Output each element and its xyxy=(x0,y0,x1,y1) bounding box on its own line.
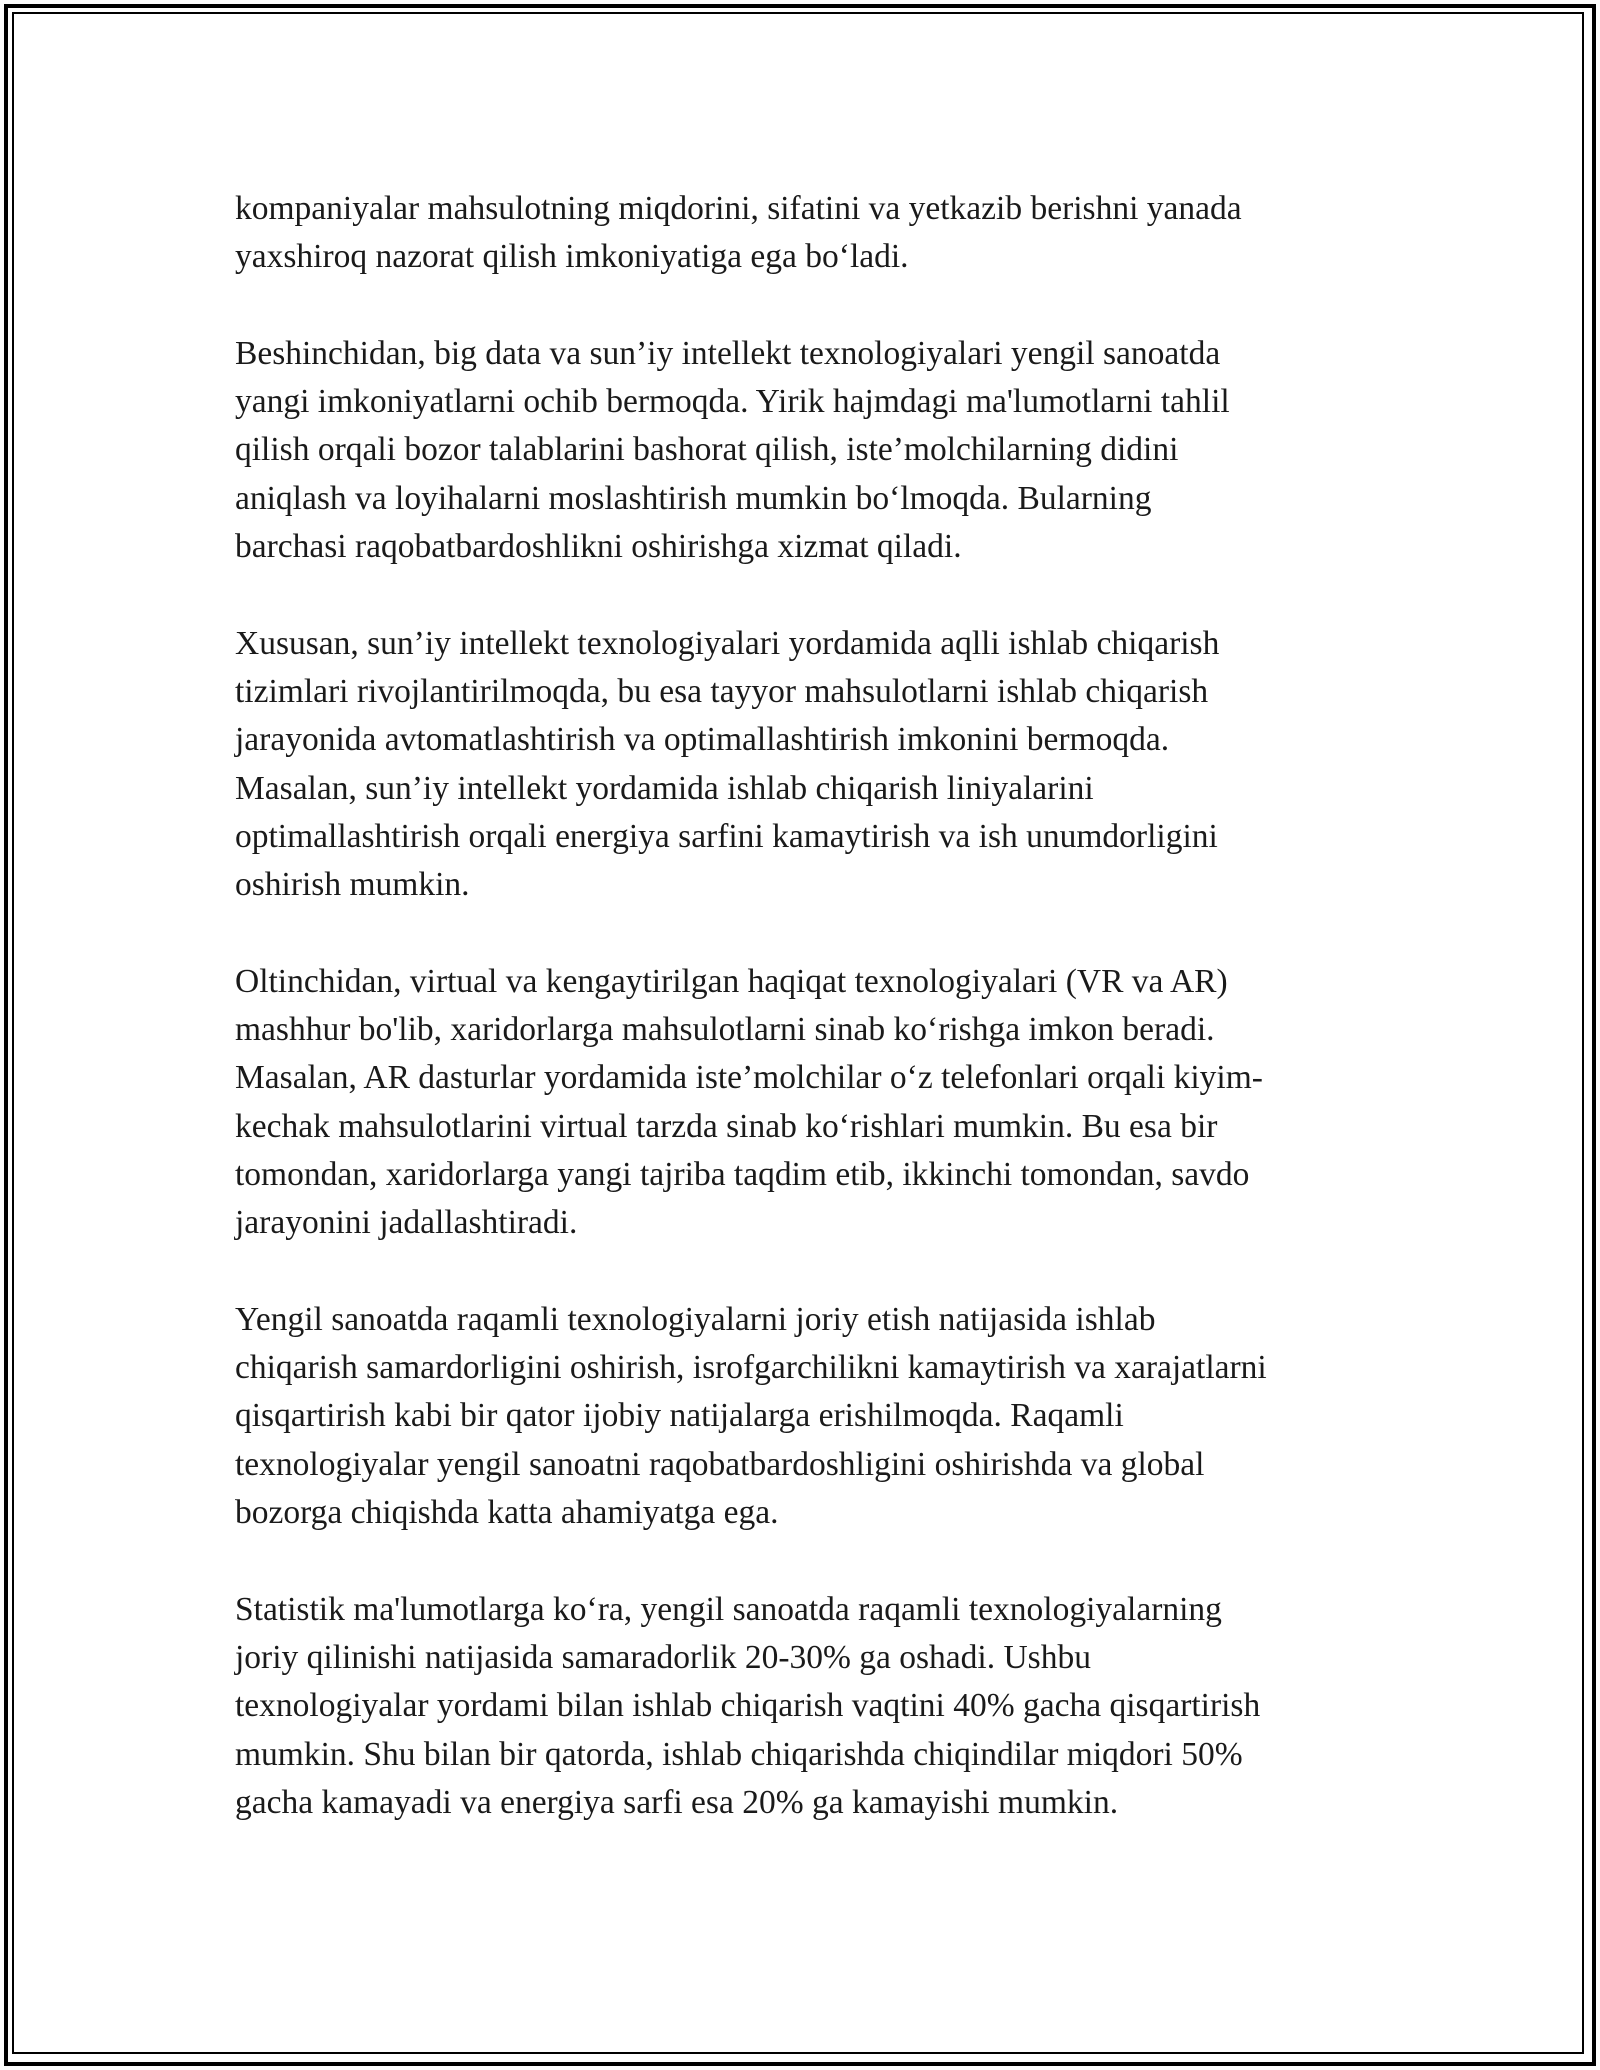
paragraph-digital-results: Yengil sanoatda raqamli texnologiyalarni joriy etish natijasida ishlab chiqarish samardorligini oshirish, isrofgarchilikni kamaytirish va xarajatlarni qisqartirish kabi bir qator ijobiy natijalarga erishilmoqda. Raqamli texnologiyalar yengil sanoatni raqobatbardoshligini oshirishda va global bozorga chiqishda katta ahamiyatga ega. xyxy=(235,1300,1267,1532)
paragraph-smart-manufacturing: Xususan, sun’iy intellekt texnologiyalari yordamida aqlli ishlab chiqarish tizimlari rivojlantirilmoqda, bu esa tayyor mahsulotlarni ishlab chiqarish jarayonida avtomatlashtirish va optimallashtirish imkonini bermoqda. Masalan, sun’iy intellekt yordamida ishlab chiqarish liniyalarini optimallashtirish orqali energiya sarfini kamaytirish va ish unumdorligini oshirish mumkin. xyxy=(235,624,1220,904)
paragraph-vr-ar: Oltinchidan, virtual va kengaytirilgan haqiqat texnologiyalari (VR va AR) mashhur bo'lib, xaridorlarga mahsulotlarni sinab ko‘rishga imkon beradi. Masalan, AR dasturlar yordamida iste’molchilar o‘z telefonlari orqali kiyim- kechak mahsulotlarini virtual tarzda sinab ko‘rishlari mumkin. Bu esa bir tomondan, xaridorlarga yangi tajriba taqdim etib, ikkinchi tomondan, savdo jarayonini jadallashtiradi. xyxy=(235,962,1263,1242)
document-body xyxy=(235,185,1385,1827)
paragraph-big-data-ai: Beshinchidan, big data va sun’iy intellekt texnologiyalari yengil sanoatda yangi imkoniyatlarni ochib bermoqda. Yirik hajmdagi ma'lumotlarni tahlil qilish orqali bozor talablarini bashorat qilish, iste’molchilarning didini aniqlash va loyihalarni moslashtirish mumkin bo‘lmoqda. Bularning barchasi raqobatbardoshlikni oshirishga xizmat qiladi. xyxy=(235,334,1230,566)
paragraph-quality-control: kompaniyalar mahsulotning miqdorini, sifatini va yetkazib berishni yanada yaxshiroq nazorat qilish imkoniyatiga ega bo‘ladi. xyxy=(235,190,1242,276)
paragraph-statistics: Statistik ma'lumotlarga ko‘ra, yengil sanoatda raqamli texnologiyalarning joriy qilinishi natijasida samaradorlik 20-30% ga oshadi. Ushbu texnologiyalar yordami bilan ishlab chiqarish vaqtini 40% gacha qisqartirish mumkin. Shu bilan bir qatorda, ishlab chiqarishda chiqindilar miqdori 50% gacha kamayadi va energiya sarfi esa 20% ga kamayishi mumkin. xyxy=(235,1590,1261,1821)
